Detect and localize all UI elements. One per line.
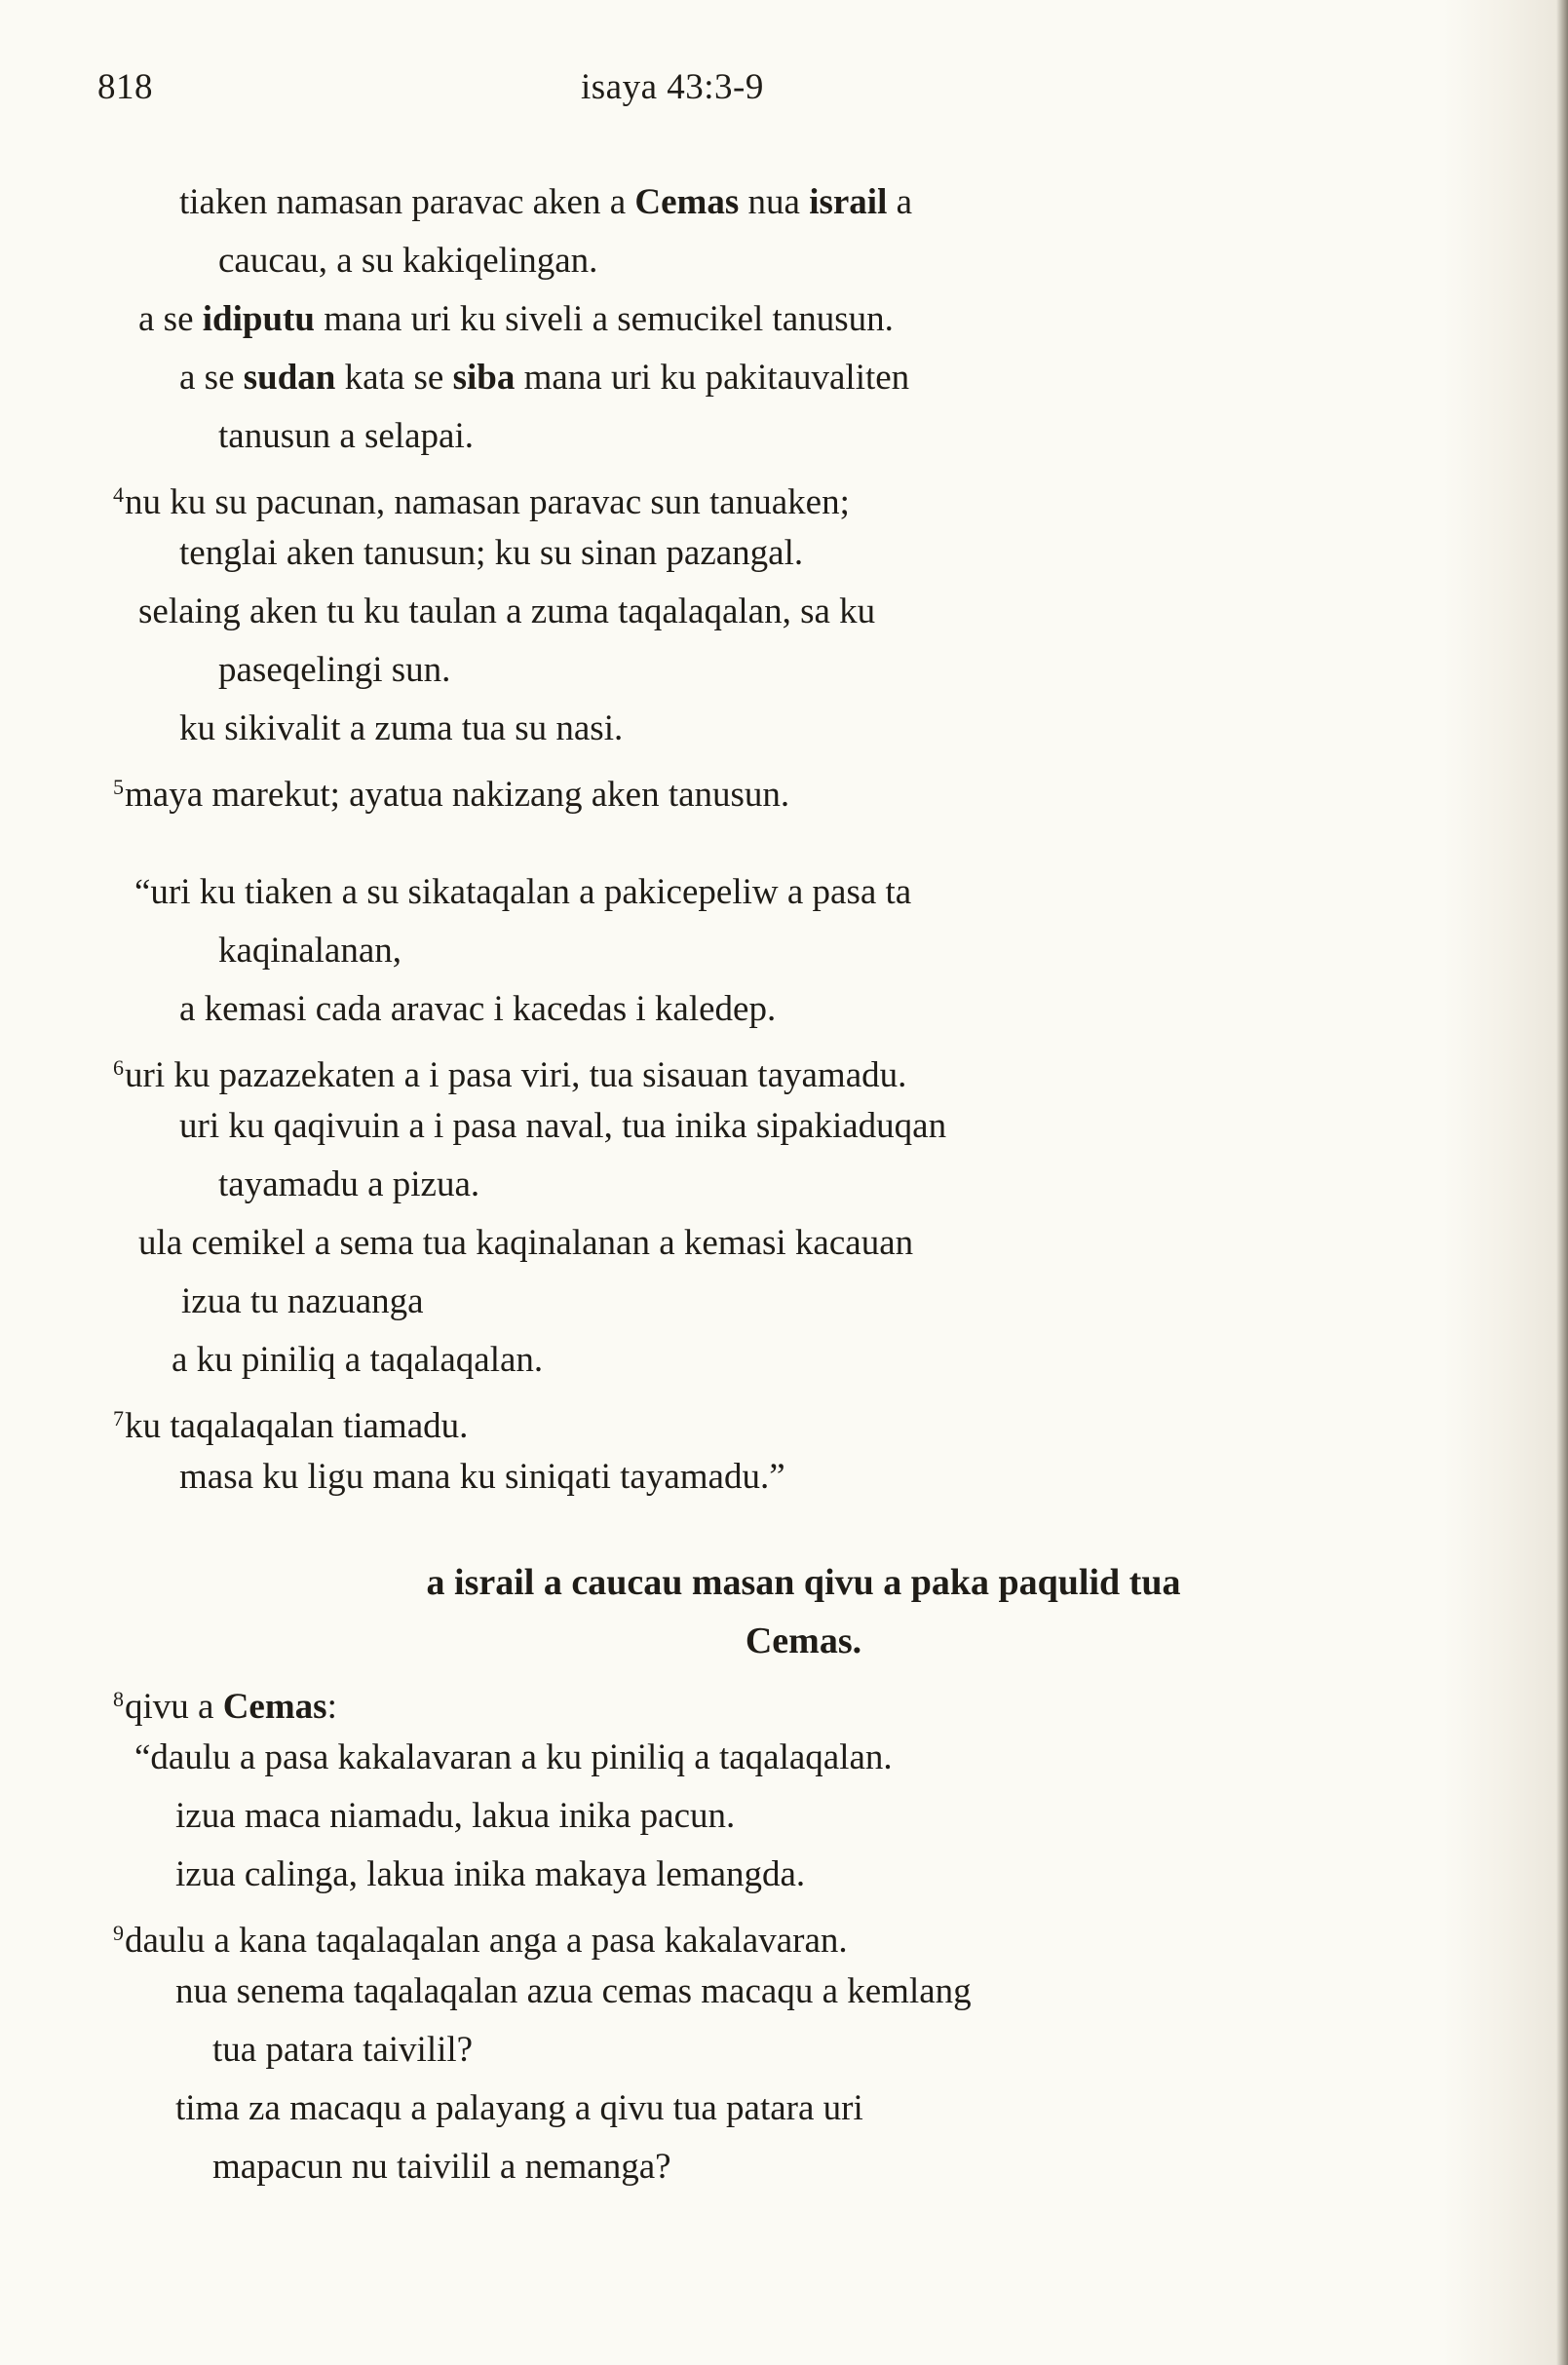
bold-term: idiputu xyxy=(202,299,315,339)
verse-line: tua patara taivilil? xyxy=(212,2030,474,2070)
verse-number: 6 xyxy=(113,1055,124,1080)
verse-line: tanusun a selapai. xyxy=(218,416,474,456)
section-heading-line: a israil a caucau masan qivu a paka paqulid tua xyxy=(426,1562,1181,1603)
verse-line: “daulu a pasa kakalavaran a ku piniliq a taqalaqalan. xyxy=(134,1737,893,1777)
page-number: 818 xyxy=(97,67,153,107)
verse-line: $^5$maya marekut; ayatua nakizang aken tanusun. xyxy=(113,775,790,816)
verse-line: ula cemikel a sema tua kaqinalanan a kemasi kacauan xyxy=(138,1223,914,1263)
bold-term: sudan xyxy=(243,358,336,398)
body-text xyxy=(0,173,1568,2196)
verse-line: $^6$uri ku pazazekaten a i pasa viri, tua sisauan tayamadu. xyxy=(113,1055,907,1096)
verse-line: a se idiputu mana uri ku siveli a semucikel tanusun. xyxy=(138,299,894,339)
verse-line: kaqinalanan, xyxy=(218,931,402,971)
section-gap xyxy=(0,1507,1568,1553)
verse-line: paseqelingi sun. xyxy=(218,650,451,690)
verse-line: $^4$nu ku su pacunan, namasan paravac sun tanuaken; xyxy=(113,482,850,523)
verse-line: tayamadu a pizua. xyxy=(218,1164,480,1204)
running-title: isaya 43:3-9 xyxy=(581,67,764,107)
verse-line: izua tu nazuanga xyxy=(181,1281,424,1321)
verse-line: “uri ku tiaken a su sikataqalan a pakicepeliw a pasa ta xyxy=(134,872,912,912)
verse-line: $^9$daulu a kana taqalaqalan anga a pasa kakalavaran. xyxy=(113,1921,848,1962)
verse-line: selaing aken tu ku taulan a zuma taqalaqalan, sa ku xyxy=(138,591,876,631)
verse-line: izua calinga, lakua inika makaya lemangda. xyxy=(175,1854,806,1894)
verse-number: 4 xyxy=(113,482,124,507)
verse-line: uri ku qaqivuin a i pasa naval, tua inika sipakiaduqan xyxy=(179,1106,947,1146)
verse-line: caucau, a su kakiqelingan. xyxy=(218,241,598,281)
verse-number: 8 xyxy=(113,1687,124,1711)
verse-line: $^8$qivu a Cemas: xyxy=(113,1687,337,1728)
verse-line: izua maca niamadu, lakua inika pacun. xyxy=(175,1796,736,1836)
verse-line: a se sudan kata se siba mana uri ku pakitauvaliten xyxy=(179,358,910,398)
bold-term: israil xyxy=(809,182,888,222)
verse-number: 7 xyxy=(113,1406,124,1430)
stanza-gap xyxy=(0,817,1568,863)
verse-line: mapacun nu taivilil a nemanga? xyxy=(212,2147,671,2187)
bold-term: Cemas xyxy=(634,182,740,222)
verse-line: tenglai aken tanusun; ku su sinan pazangal. xyxy=(179,533,804,573)
bold-term: Cemas xyxy=(222,1687,327,1728)
verse-line: a kemasi cada aravac i kacedas i kaledep. xyxy=(179,989,777,1029)
verse-line: tima za macaqu a palayang a qivu tua patara uri xyxy=(175,2088,863,2128)
verse-line: a ku piniliq a taqalaqalan. xyxy=(172,1340,544,1380)
verse-line: nua senema taqalaqalan azua cemas macaqu a kemlang xyxy=(175,1971,972,2011)
verse-line: ku sikivalit a zuma tua su nasi. xyxy=(179,708,624,748)
bold-term: siba xyxy=(452,358,516,398)
verse-line: tiaken namasan paravac aken a Cemas nua israil a xyxy=(179,182,913,222)
verse-line: $^7$ku taqalaqalan tiamadu. xyxy=(113,1406,469,1447)
page-header xyxy=(0,66,1568,125)
section-heading-line: Cemas. xyxy=(745,1621,862,1661)
verse-number: 9 xyxy=(113,1921,124,1945)
verse-number: 5 xyxy=(113,775,124,799)
verse-line: masa ku ligu mana ku siniqati tayamadu.” xyxy=(179,1457,785,1497)
